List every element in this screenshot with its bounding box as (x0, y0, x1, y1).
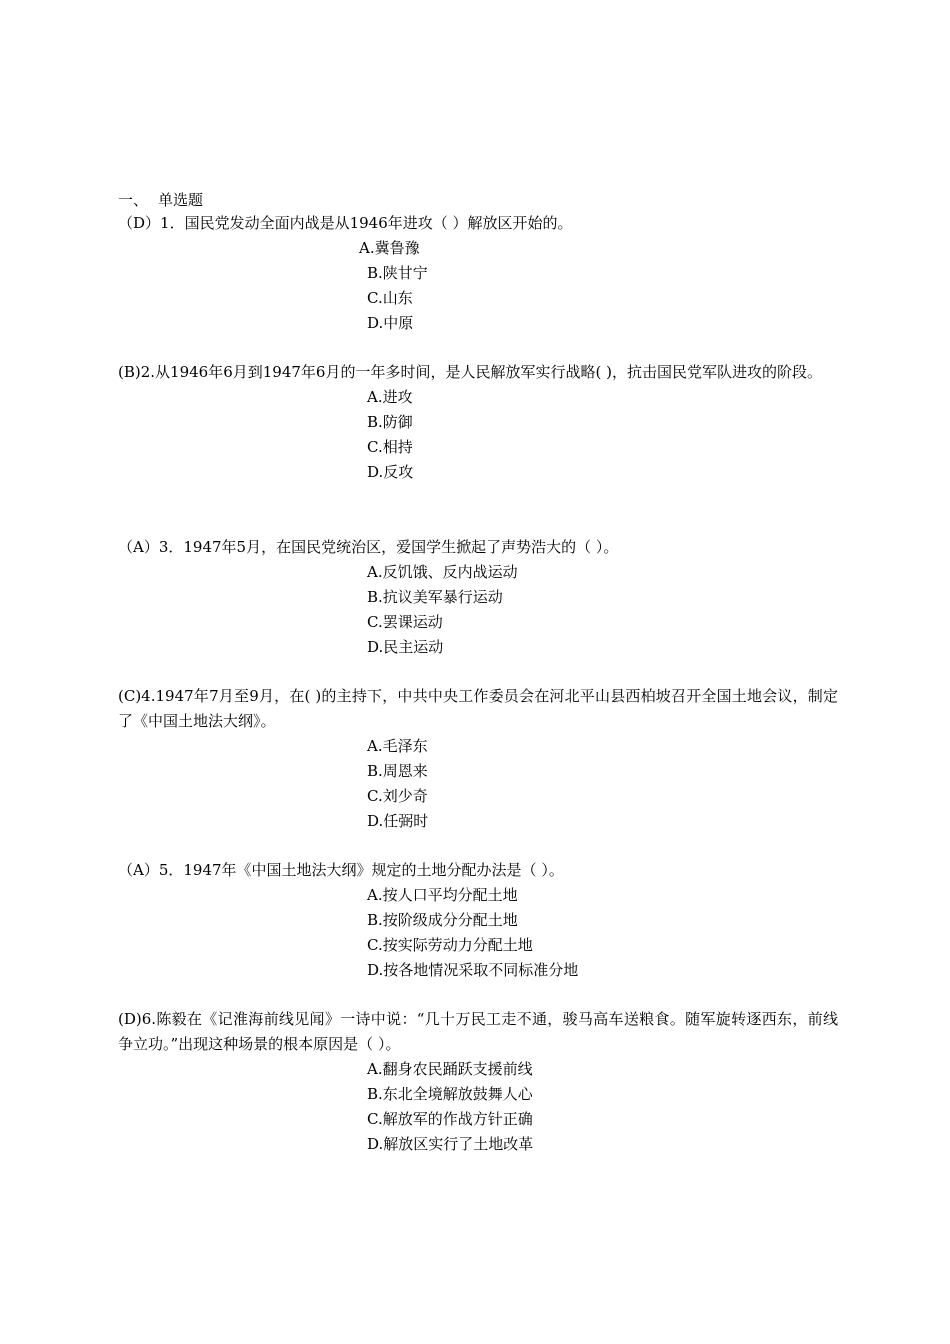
option-list (118, 734, 838, 834)
question-4 (118, 684, 838, 834)
option-a: A.冀鲁豫 (359, 239, 420, 257)
option-b: B.周恩来 (367, 762, 428, 780)
question-stem: (D)6.陈毅在《记淮海前线见闻》一诗中说：“几十万民工走不通，骏马高车送粮食。随军旋转逐西东，前线争立功。”出现这种场景的根本原因是（ ）。 (118, 1010, 838, 1053)
option-c: C.罢课运动 (367, 613, 443, 631)
option-c: C.刘少奇 (367, 787, 428, 805)
option-a: A.反饥饿、反内战运动 (367, 563, 518, 581)
option-a: A.进攻 (367, 388, 413, 406)
option-d: D.任弼时 (367, 812, 429, 830)
question-stem: （D）1．国民党发动全面内战是从1946年进攻（ ）解放区开始的。 (118, 214, 573, 232)
option-b: B.抗议美军暴行运动 (367, 588, 503, 606)
section-number: 一、 (118, 191, 149, 209)
option-c: C.相持 (367, 438, 413, 456)
option-list (118, 1057, 838, 1157)
option-d: D.民主运动 (367, 638, 444, 656)
question-stem: （A）5．1947年《中国土地法大纲》规定的土地分配办法是（ ）。 (118, 861, 564, 879)
option-b: B.东北全境解放鼓舞人心 (367, 1085, 533, 1103)
option-d: D.解放区实行了土地改革 (367, 1135, 534, 1153)
option-d: D.中原 (367, 314, 414, 332)
option-c: C.按实际劳动力分配土地 (367, 936, 533, 954)
question-stem: （A）3．1947年5月，在国民党统治区，爱国学生掀起了声势浩大的（ ）。 (118, 538, 619, 556)
option-d: D.反攻 (367, 463, 414, 481)
question-stem: (C)4.1947年7月至9月，在( )的主持下，中共中央工作委员会在河北平山县西柏坡召开全国土地会议，制定了《中国土地法大纲》。 (118, 687, 838, 730)
option-b: B.防御 (367, 413, 413, 431)
option-list (118, 385, 838, 485)
question-1 (118, 211, 838, 336)
question-stem: (B)2.从1946年6月到1947年6月的一年多时间，是人民解放军实行战略( )，抗击国民党军队进攻的阶段。 (118, 363, 822, 381)
option-b: B.陕甘宁 (367, 264, 428, 282)
option-a: A.毛泽东 (367, 737, 428, 755)
question-5 (118, 858, 838, 983)
option-c: C.山东 (367, 289, 413, 307)
option-b: B.按阶级成分分配土地 (367, 911, 518, 929)
option-list (118, 560, 838, 660)
question-2 (118, 360, 838, 485)
option-a: A.翻身农民踊跃支援前线 (367, 1060, 533, 1078)
section-title: 单选题 (158, 191, 204, 209)
section-heading (118, 189, 203, 211)
option-list (118, 236, 838, 336)
option-a: A.按人口平均分配土地 (367, 886, 518, 904)
option-list (118, 883, 838, 983)
question-6 (118, 1007, 838, 1157)
option-d: D.按各地情况采取不同标准分地 (367, 961, 579, 979)
option-c: C.解放军的作战方针正确 (367, 1110, 533, 1128)
question-3 (118, 535, 838, 660)
